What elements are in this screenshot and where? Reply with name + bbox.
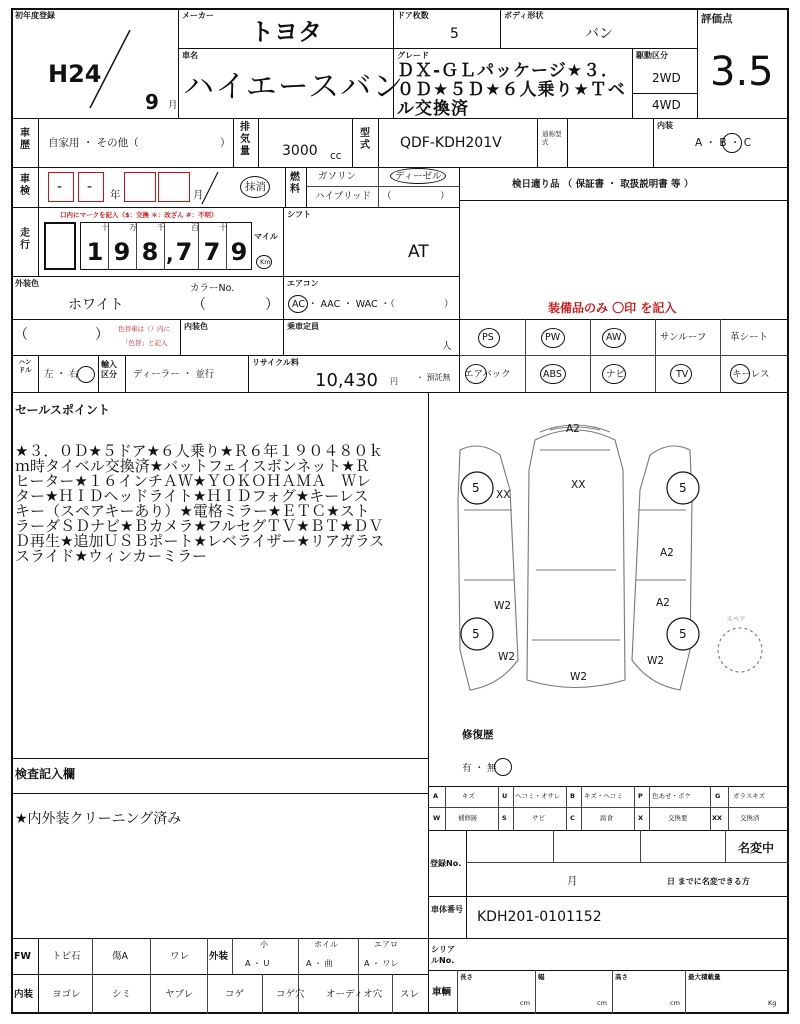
legend-xx-key: XX — [712, 814, 723, 822]
exterior-color-value: ホワイト — [68, 297, 124, 313]
mileage-digit-0: 1 — [86, 238, 104, 266]
interior-color-label: 内装色 — [184, 322, 208, 331]
color-paren-open: （ — [192, 297, 206, 313]
wheel-label: ホイル — [314, 940, 338, 949]
sales-line-5: ラーダＳＤナビ★Ｂカメラ★フルセグＴＶ★ＢＴ★ＤＶ — [15, 517, 384, 535]
exterior-color-label: 外装色 — [15, 279, 39, 288]
fw-item-2: ワレ — [170, 951, 190, 962]
mark-left-front: XX — [496, 489, 511, 501]
mileage-label: 走行 — [20, 228, 30, 251]
legend-a-key: A — [433, 792, 439, 800]
aircon-circle — [288, 295, 308, 313]
sales-line-4: キー（スペアキーあり）★電格ミラー★ＥＴＣ★スト — [15, 502, 370, 520]
change-note-1: 色替車は（）内に — [118, 325, 170, 333]
tire-rf: 5 — [679, 481, 687, 495]
spare-label: スペア — [726, 615, 746, 623]
mileage-comma: , — [166, 242, 174, 266]
inspection-dash-2: - — [87, 179, 93, 195]
grade-value: ＤＸ-ＧＬパッケージ★３．０Ｄ★５Ｄ★６人乗り★Ｔベル交換済 — [397, 61, 626, 119]
legend-p-key: P — [638, 792, 643, 800]
month-unit: 月 — [168, 100, 178, 111]
import-value: ディーラー ・ 並行 — [133, 369, 215, 380]
mark-top: A2 — [566, 423, 580, 435]
legend-c-key: C — [570, 814, 575, 822]
aircon-close: ） — [444, 299, 454, 310]
expired-circle — [240, 176, 270, 198]
sales-points-label: セールスポイント — [15, 403, 110, 417]
slash-divider — [85, 30, 135, 110]
legend-b-val: キズ・ヘコミ — [584, 792, 623, 800]
first-reg-month: 9 — [145, 90, 159, 114]
displacement-unit: cc — [330, 150, 342, 162]
legend-w-key: W — [433, 814, 441, 822]
doors-value: 5 — [450, 26, 459, 42]
sales-line-6: Ｄ再生★追加ＵＳＢポート★レベライザー★リアガラス — [15, 532, 385, 550]
body-value: バン — [585, 26, 613, 42]
shift-value: AT — [408, 242, 429, 262]
km-circle — [256, 255, 272, 269]
fuel-other-open: （ — [382, 191, 392, 202]
common-label: 通称型式 — [542, 130, 562, 146]
mileage-unit-4: 十 — [219, 223, 227, 232]
mark-right-front-door: A2 — [660, 547, 674, 559]
model-value: ハイエースバン — [183, 69, 405, 105]
mile-label: マイル — [254, 232, 278, 241]
equip-leather: 革シート — [730, 332, 769, 343]
legend-c-val: 腐食 — [600, 814, 613, 822]
month-unit-2: 月 — [193, 189, 204, 201]
sales-line-7: スライド★ウィンカーミラー — [15, 547, 208, 565]
exterior-label: 外装 — [209, 951, 229, 962]
expired-text: 抹消 — [245, 181, 266, 193]
mark-left-front-door: W2 — [494, 600, 512, 612]
maker-label: メーカー — [182, 11, 214, 20]
sales-line-1: ｍ時タイベル交換済★バットフェイスボンネット★Ｒ — [15, 457, 370, 475]
mileage-lead-box — [44, 222, 76, 270]
width-label: 幅 — [538, 973, 545, 981]
model-label: 車名 — [182, 51, 198, 60]
import-label: 輸入区分 — [101, 360, 117, 379]
inspection-box-3 — [124, 172, 156, 202]
equip-ps-circle — [478, 328, 500, 348]
interior-grade-circle — [722, 133, 742, 153]
score-label: 評価点 — [701, 13, 733, 25]
km-label: Km — [260, 258, 271, 266]
legend-a-val: キズ — [462, 792, 475, 800]
mileage-digit-4: 7 — [203, 238, 221, 266]
equip-tv-circle — [670, 364, 692, 384]
equip-keyless-circle — [730, 364, 750, 384]
usage-value: 自家用 ・ その他（ — [48, 137, 139, 149]
legend-b-key: B — [570, 792, 575, 800]
fw-item-1: 傷A — [112, 951, 128, 962]
fuel-other-close: ） — [440, 191, 450, 202]
serial-label: シリアルNo. — [431, 945, 455, 965]
inspection-dash-1: - — [57, 179, 63, 195]
int-item-3: コゲ — [225, 989, 245, 1000]
usage-label: 車歴 — [20, 128, 30, 151]
length-cm: cm — [520, 999, 530, 1007]
aircon-label: エアコン — [287, 279, 319, 288]
equip-sunroof: サンルーフ — [660, 332, 707, 343]
equip-ps: PS — [482, 332, 494, 343]
drive-2wd: 2WD — [652, 71, 681, 85]
doors-label: ドア枚数 — [397, 11, 429, 20]
height-cm: cm — [670, 999, 680, 1007]
equip-navi-circle — [602, 364, 626, 384]
documents-label: 検日適り品 （ 保証書 ・ 取扱説明書 等 ） — [512, 179, 694, 190]
registration-label: 登録No. — [430, 859, 462, 868]
mark-right-rear: W2 — [647, 655, 665, 667]
inspector-note: ★内外装クリーニング済み — [15, 811, 182, 827]
mileage-note: 口内にマークを記入（$：交換 ＊：改ざん #：不明） — [60, 211, 218, 219]
drive-4wd: 4WD — [652, 98, 681, 112]
equip-pw: PW — [545, 332, 561, 343]
equip-abs-circle — [540, 364, 566, 384]
legend-s-val: サビ — [532, 814, 545, 822]
sales-points-body — [15, 444, 427, 564]
handle-label: ハンドル — [18, 358, 32, 374]
model-code: QDF-KDH201V — [400, 135, 502, 151]
tire-rr: 5 — [679, 627, 687, 641]
usage-close: ） — [220, 137, 231, 149]
legend-g-val: ガラスキズ — [733, 792, 766, 800]
capacity-unit: 人 — [442, 341, 452, 352]
body-label: ボディ形状 — [504, 11, 544, 20]
grade-label: グレード — [397, 51, 429, 60]
equip-abs: ABS — [543, 369, 562, 380]
sales-line-2: ヒーター★１６インチＡＷ★ＹＯＫＯＨＡＭＡ Ｗレ — [15, 472, 372, 490]
year-unit: 年 — [110, 189, 121, 201]
equip-aw-circle — [602, 328, 626, 348]
aero-vals: A ・ ワレ — [364, 959, 399, 968]
recycle-value: 10,430 — [315, 370, 378, 391]
interior-grades: A ・ B ・ C — [695, 137, 752, 149]
change-paren-open: （ — [14, 327, 28, 343]
fuel-label: 燃料 — [290, 172, 300, 195]
inspection-label: 車検 — [20, 174, 30, 197]
interior-bottom-label: 内装 — [14, 989, 34, 1000]
legend-x-val: 交換要 — [668, 814, 688, 822]
recycle-deposit: ・ 預託無 — [416, 373, 451, 382]
mileage-unit-3: 百 — [191, 223, 199, 232]
fuel-gasoline: ガソリン — [318, 171, 357, 182]
aircon-options: AC ・ AAC ・ WAC ・（ — [292, 299, 395, 310]
mileage-unit-2: 千 — [157, 223, 165, 232]
name-change: 名変中 — [738, 841, 775, 855]
capacity-label: 乗車定員 — [287, 322, 319, 331]
sales-line-3: ター★ＨＩＤヘッドライト★ＨＩＤフォグ★キーレス — [15, 487, 369, 505]
fuel-hybrid: ハイブリッド — [315, 191, 371, 202]
repair-label: 修復歴 — [462, 729, 494, 741]
height-label: 高さ — [615, 973, 628, 981]
slash-divider-2 — [200, 170, 220, 206]
int-item-6: スレ — [400, 989, 420, 1000]
legend-xx-val: 交換済 — [740, 814, 760, 822]
equip-airbag-circle — [465, 364, 487, 384]
legend-x-key: X — [638, 814, 644, 822]
sales-line-0: ★３．０Ｄ★５ドア★６人乗り★Ｒ６年１９０４８０ｋ — [15, 442, 384, 460]
int-item-4: コゲ穴 — [276, 989, 305, 1000]
wheel-vals: A ・ 曲 — [306, 959, 333, 968]
mark-rear: W2 — [570, 671, 588, 683]
int-item-0: ヨゴレ — [52, 989, 81, 1000]
equipment-header: 装備品のみ 〇印 を記入 — [548, 301, 677, 315]
handle-circle — [77, 366, 95, 383]
fw-label: FW — [14, 951, 31, 962]
legend-p-val: 色あせ・ボケ — [652, 792, 691, 800]
small-label: 小 — [260, 940, 268, 949]
int-item-5: オーディオ穴 — [326, 989, 383, 1000]
registration-day: 日 までに名変できる方 — [667, 877, 750, 886]
chassis-value: KDH201-0101152 — [477, 909, 602, 925]
inspector-label: 検査記入欄 — [15, 767, 76, 781]
tire-lf: 5 — [472, 481, 480, 495]
score-value: 3.5 — [710, 49, 774, 95]
displacement-label: 排気量 — [240, 122, 250, 157]
mark-roof: XX — [571, 479, 586, 491]
change-note-2: 「色替」と記入 — [122, 339, 168, 347]
diesel-circle — [390, 168, 446, 184]
length-label: 長さ — [460, 973, 473, 981]
legend-u-val: ヘコミ・オサレ — [515, 792, 561, 800]
legend-w-val: 補修跡 — [458, 814, 478, 822]
mark-right-rear-door: A2 — [656, 597, 670, 609]
color-no-label: カラーNo. — [190, 283, 235, 294]
legend-g-key: G — [715, 792, 721, 800]
legend-s-key: S — [502, 814, 507, 822]
equip-tv: TV — [676, 369, 689, 380]
width-cm: cm — [597, 999, 607, 1007]
mileage-digit-2: 8 — [141, 238, 159, 266]
color-paren-close: ） — [265, 297, 279, 313]
int-item-2: ヤブレ — [165, 989, 194, 1000]
mileage-digit-3: 7 — [175, 238, 193, 266]
equip-navi: ナビ — [606, 369, 626, 380]
type-label: 型式 — [360, 128, 370, 151]
mileage-unit-0: 十 — [101, 223, 109, 232]
mileage-digit-1: 9 — [113, 238, 131, 266]
equip-aw: AW — [606, 332, 622, 343]
small-vals: A ・ U — [245, 959, 270, 968]
shift-label: シフト — [287, 210, 311, 219]
aero-label: エアロ — [374, 940, 398, 949]
equip-pw-circle — [541, 328, 565, 348]
registration-month: 月 — [567, 875, 578, 887]
drive-label: 駆動区分 — [636, 51, 668, 60]
equip-airbag: エアバック — [464, 369, 511, 380]
fw-item-0: トビ石 — [52, 951, 81, 962]
legend-u-key: U — [502, 792, 508, 800]
recycle-label: リサイクル料 — [252, 358, 299, 367]
max-load-kg: Kg — [768, 999, 777, 1007]
mark-left-rear: W2 — [498, 651, 516, 663]
first-reg-label: 初年度登録 — [15, 11, 55, 20]
chassis-label: 車体番号 — [431, 905, 463, 914]
max-load-label: 最大積載量 — [688, 973, 721, 981]
inspection-box-4 — [158, 172, 190, 202]
mileage-unit-1: 万 — [129, 223, 137, 232]
first-reg-year: H24 — [48, 60, 102, 88]
change-paren-close: ） — [95, 327, 109, 343]
dims-label: 車輌 — [432, 987, 452, 998]
displacement-value: 3000 — [282, 143, 318, 159]
interior-label: 内装 — [657, 121, 673, 130]
equip-keyless: キーレス — [732, 369, 770, 380]
mileage-digit-5: 9 — [230, 238, 248, 266]
tire-lr: 5 — [472, 627, 480, 641]
recycle-unit: 円 — [390, 377, 398, 386]
repair-value: 有 ・ 無 — [462, 763, 497, 774]
int-item-1: シミ — [112, 989, 132, 1000]
fuel-diesel: ディーゼル — [395, 171, 442, 182]
repair-circle — [494, 758, 512, 776]
maker-value: トヨタ — [250, 18, 322, 46]
handle-value: 左 ・ 右 — [44, 369, 79, 380]
car-diagram — [440, 410, 780, 740]
